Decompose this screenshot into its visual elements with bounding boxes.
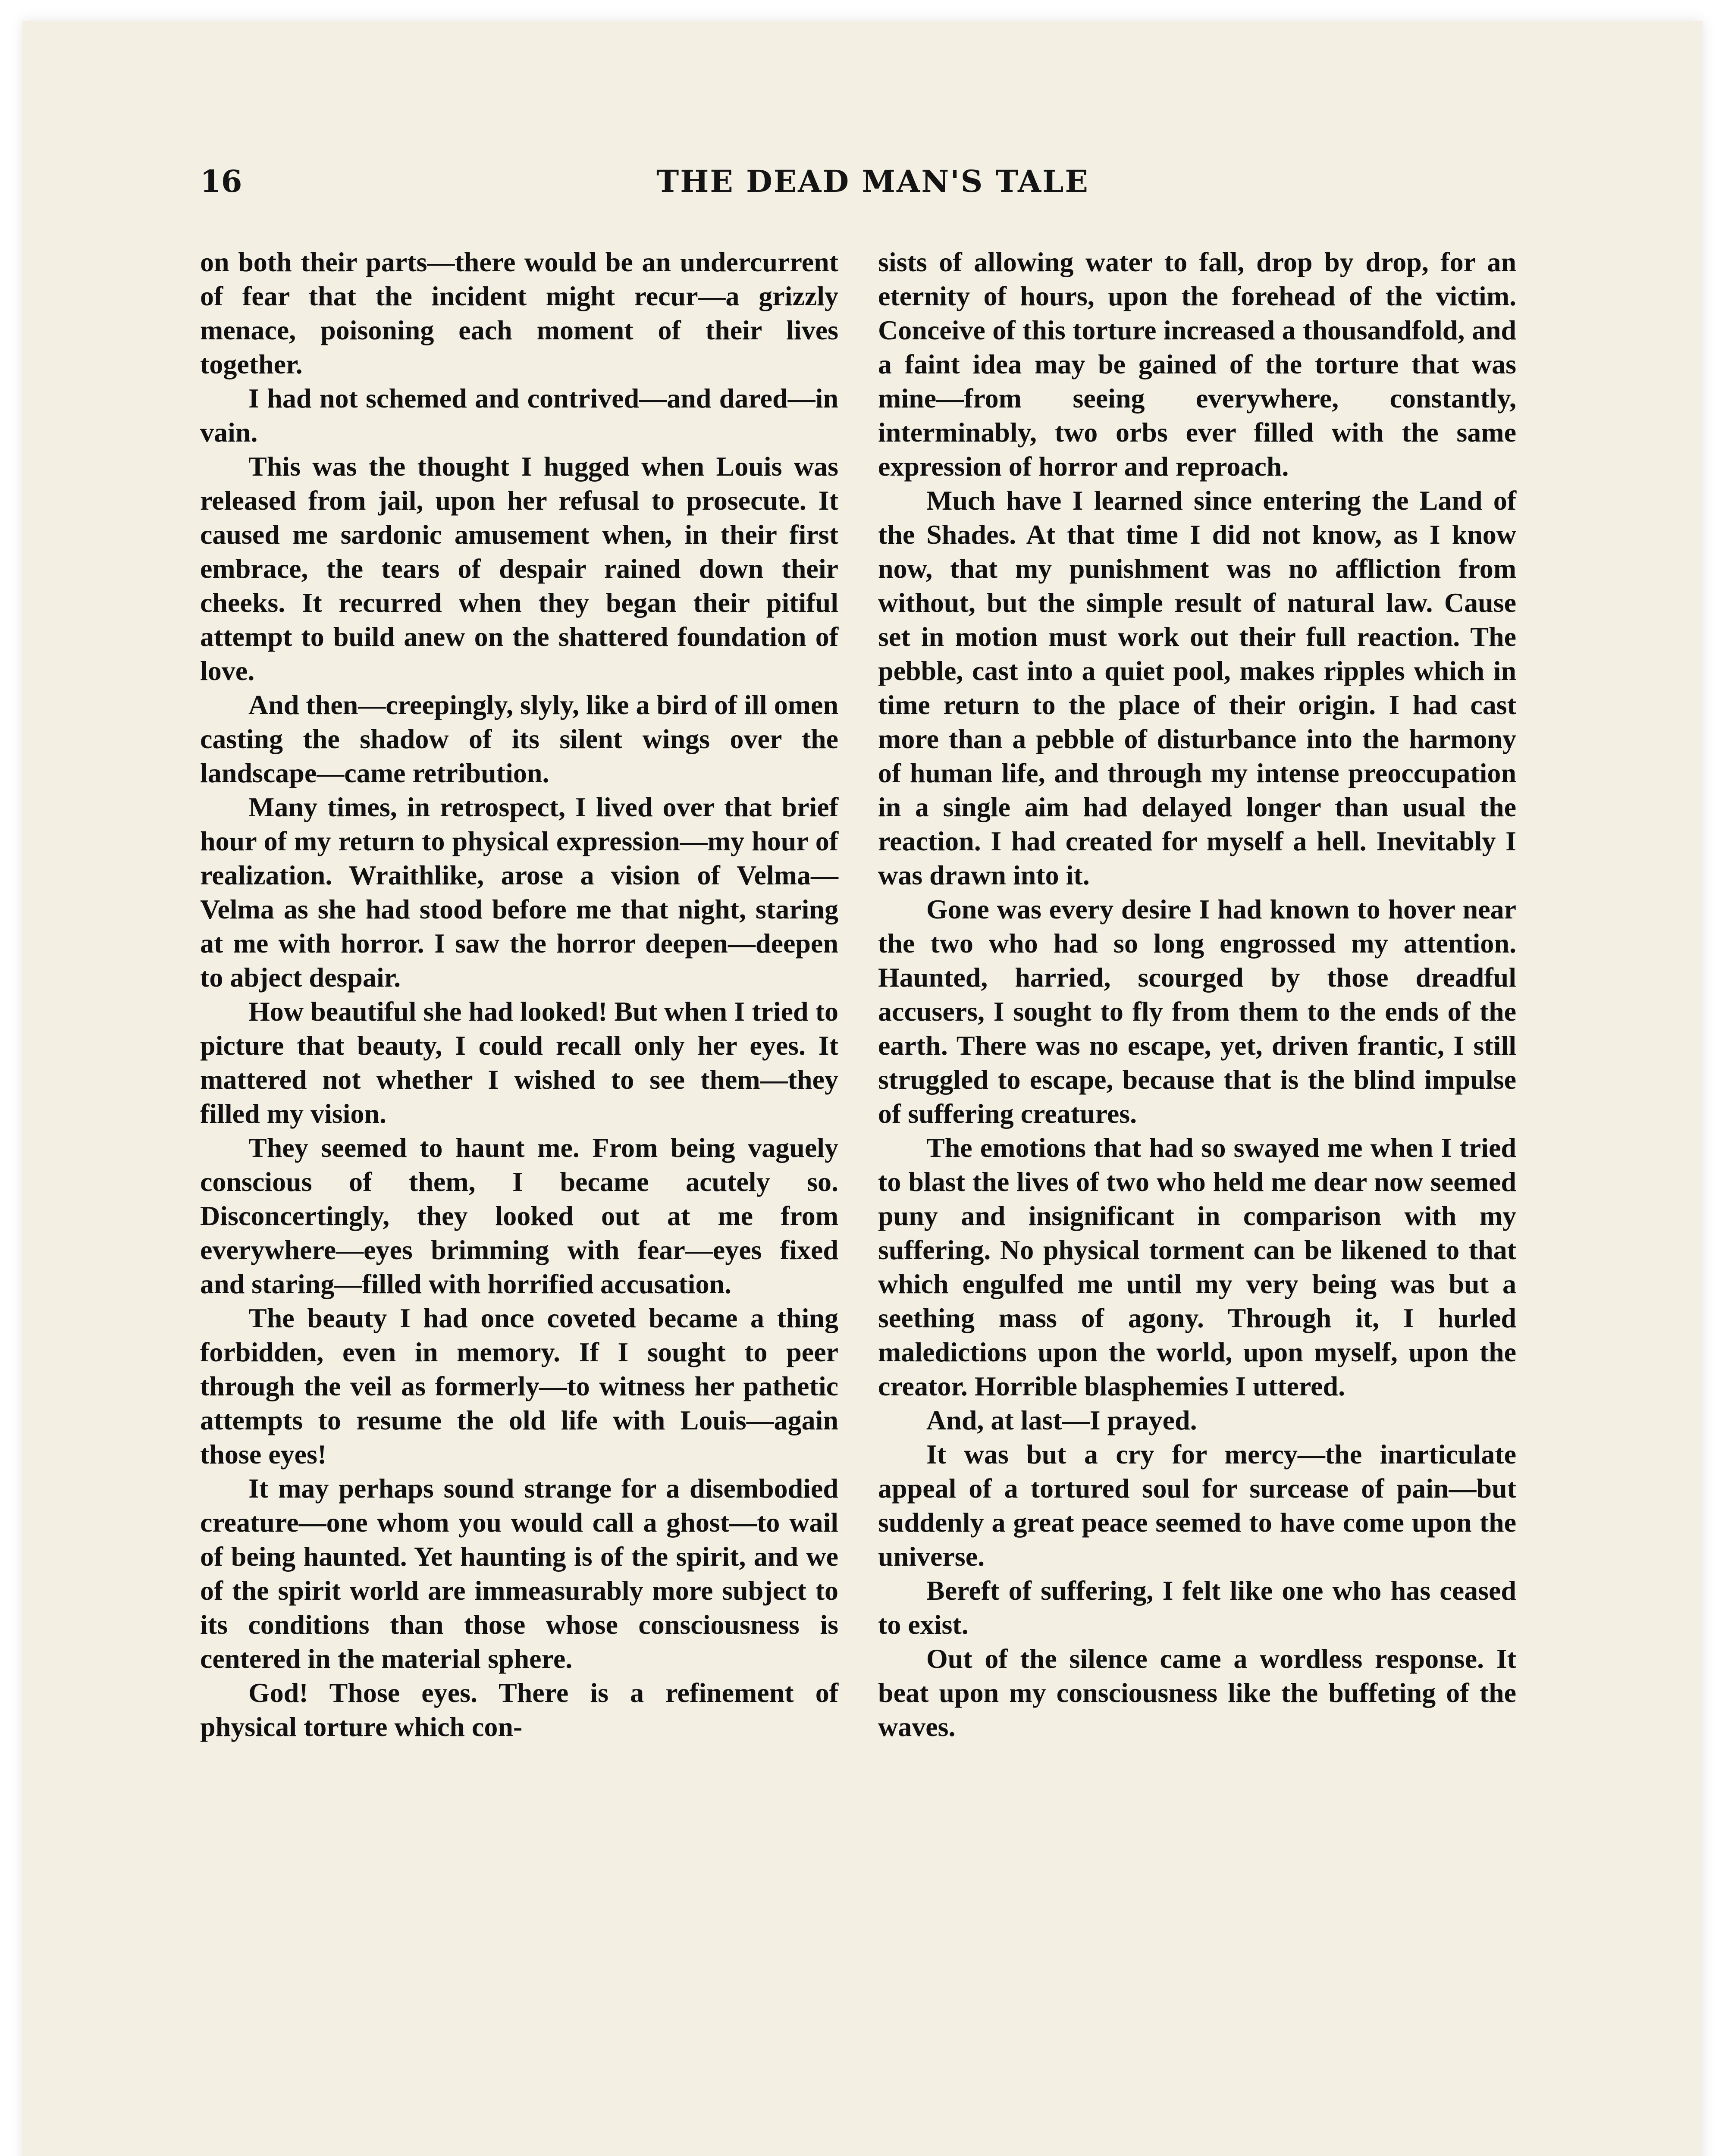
book-page	[22, 21, 1703, 2156]
paragraph: This was the thought I hugged when Louis was released from jail, upon her refusal to prosecute. It caused me sardonic amusement when, in their first embrace, the tears of despair rained down their cheeks. It recurred when they began their pitiful attempt to build anew on the shattered foundation of love.	[200, 451, 838, 686]
paragraph: sists of allowing water to fall, drop by drop, for an eternity of hours, upon the forehead of the victim. Conceive of this torture increased a thousandfold, and a faint idea may be gained of the torture that was mine—from seeing everywhere, constantly, interminably, two orbs ever filled with the same expression of horror and reproach.	[878, 247, 1516, 482]
paragraph: It may perhaps sound strange for a disembodied creature—one whom you would call a ghost—to wail of being haunted. Yet haunting is of the spirit, and we of the spirit world are immeasurably more subject to its conditions than those whose consciousness is centered in the material sphere.	[200, 1473, 838, 1674]
paragraph: And, at last—I prayed.	[926, 1405, 1197, 1435]
paragraph: Bereft of suffering, I felt like one who has ceased to exist.	[878, 1575, 1516, 1640]
paragraph: Out of the silence came a wordless response. It beat upon my consciousness like the buffeting of the waves.	[878, 1643, 1516, 1742]
paragraph: I had not schemed and contrived—and dared—in vain.	[200, 383, 838, 448]
paragraph: How beautiful she had looked! But when I tried to picture that beauty, I could recall only her eyes. It mattered not whether I wished to see them—they filled my vision.	[200, 996, 838, 1129]
paragraph: God! Those eyes. There is a refinement of physical torture which con-	[200, 1677, 838, 1742]
paragraph: And then—creepingly, slyly, like a bird of ill omen casting the shadow of its silent wings over the landscape—came retribution.	[200, 689, 838, 788]
right-column	[878, 245, 1516, 1744]
paragraph: The emotions that had so swayed me when I tried to blast the lives of two who held me dear now seemed puny and insignificant in comparison with my suffering. No physical torment can be likened to that which engulfed me until my very being was but a seething mass of agony. Through it, I hurled maledictions upon the world, upon myself, upon the creator. Horrible blasphemies I uttered.	[878, 1132, 1516, 1401]
running-title: THE DEAD MAN'S TALE	[656, 163, 1089, 199]
paragraph: The beauty I had once coveted became a thing forbidden, even in memory. If I sought to peer through the veil as formerly—to witness her pathetic attempts to resume the old life with Louis—again those eyes!	[200, 1303, 838, 1470]
left-column	[200, 245, 838, 1744]
paragraph: Many times, in retrospect, I lived over that brief hour of my return to physical expression—my hour of realization. Wraithlike, arose a vision of Velma—Velma as she had stood before me that night, staring at me with horror. I saw the horror deepen—deepen to abject despair.	[200, 792, 838, 993]
page-header	[200, 158, 1546, 205]
paragraph: Gone was every desire I had known to hover near the two who had so long engrossed my attention. Haunted, harried, scourged by those dreadful accusers, I sought to fly from them to the ends of the earth. There was no escape, yet, driven frantic, I still struggled to escape, because that is the blind impulse of suffering creatures.	[878, 894, 1516, 1129]
paragraph: on both their parts—there would be an undercurrent of fear that the incident might recur—a grizzly menace, poisoning each moment of their lives together.	[200, 247, 838, 379]
paragraph: They seemed to haunt me. From being vaguely conscious of them, I became acutely so. Disconcertingly, they looked out at me from everywhere—eyes brimming with fear—eyes fixed and staring—filled with horrified accusation.	[200, 1132, 838, 1299]
paragraph: Much have I learned since entering the Land of the Shades. At that time I did not know, as I know now, that my punishment was no affliction from without, but the simple result of natural law. Cause set in motion must work out their full reaction. The pebble, cast into a quiet pool, makes ripples which in time return to the place of their origin. I had cast more than a pebble of disturbance into the harmony of human life, and through my intense preoccupation in a single aim had delayed longer than usual the reaction. I had created for myself a hell. Inevitably I was drawn into it.	[878, 485, 1516, 890]
paragraph: It was but a cry for mercy—the inarticulate appeal of a tortured soul for surcease of pain—but suddenly a great peace seemed to have come upon the universe.	[878, 1439, 1516, 1572]
page-number: 16	[200, 163, 242, 199]
